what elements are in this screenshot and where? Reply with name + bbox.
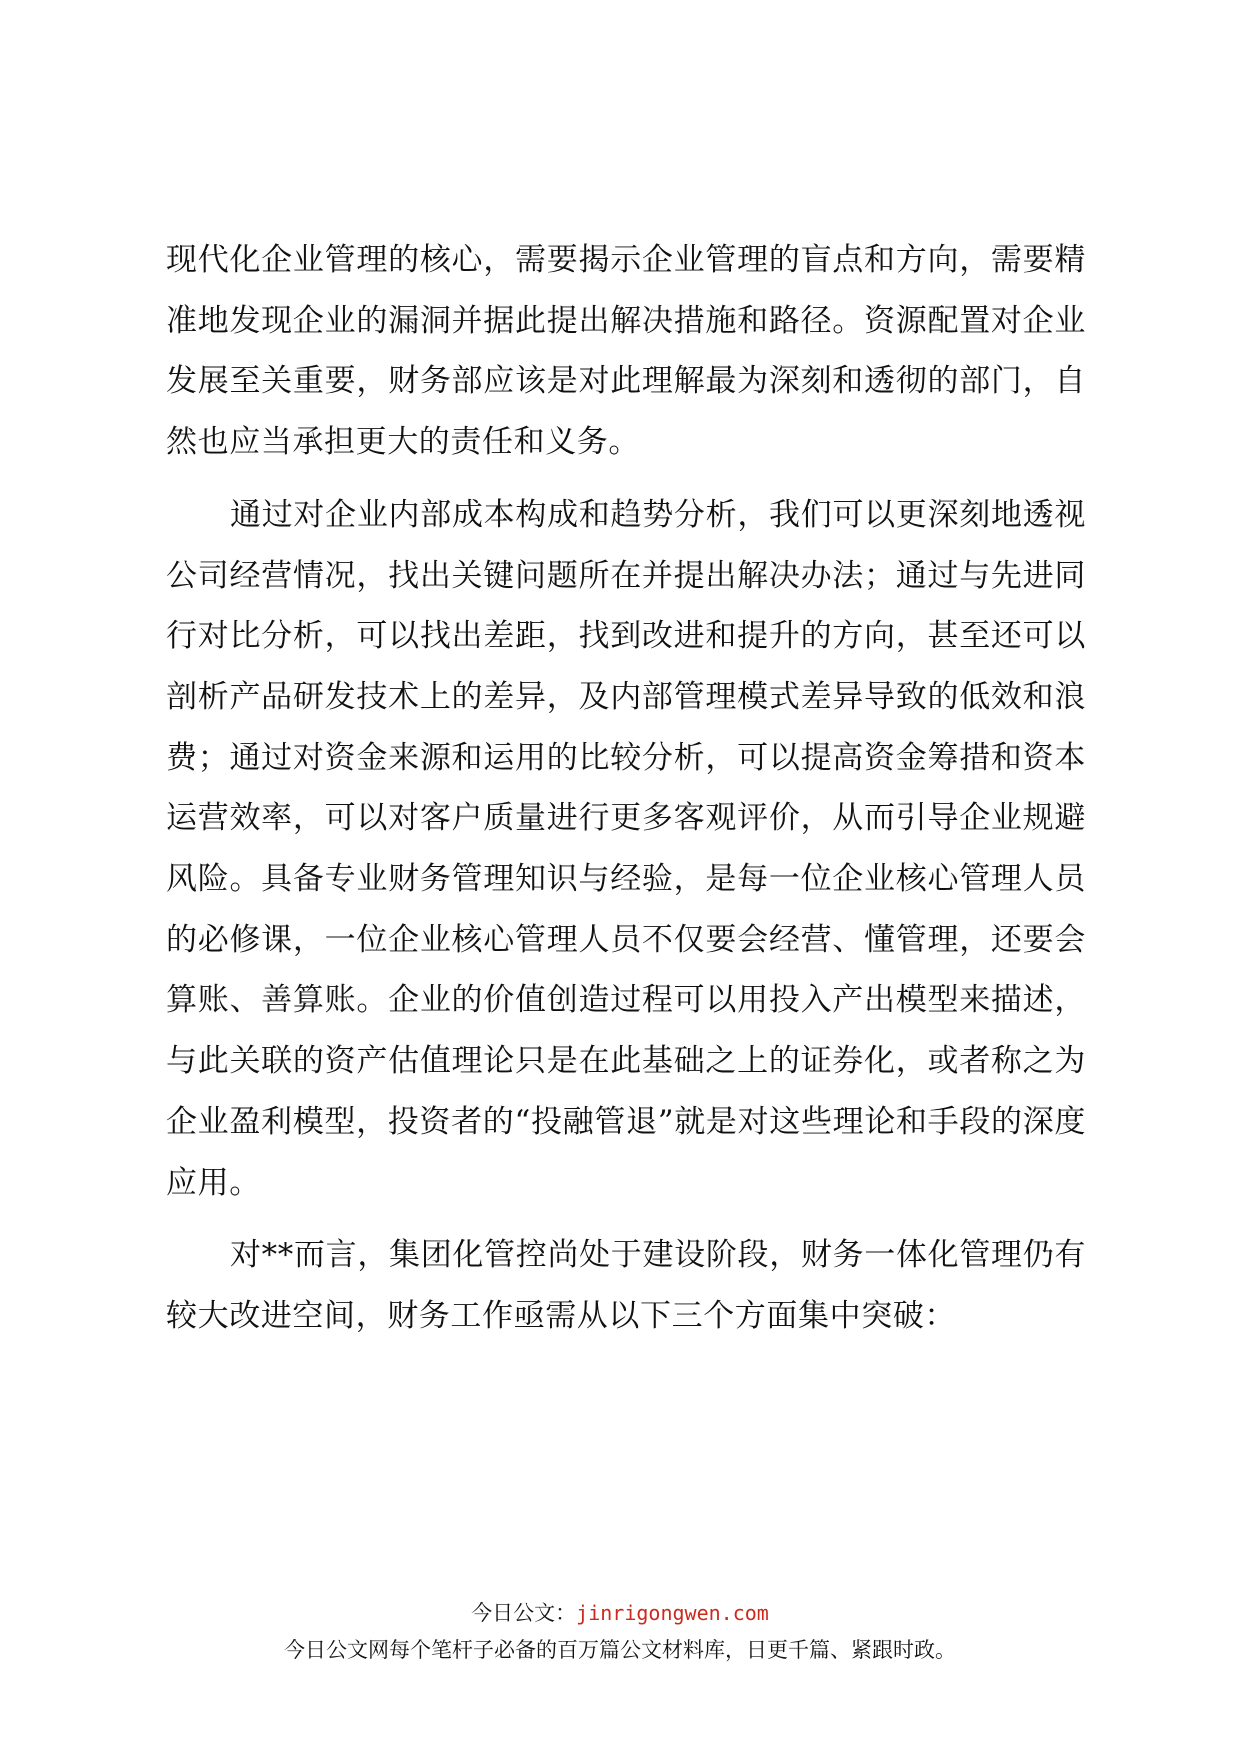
footer-site-url[interactable]: jinrigongwen.com <box>576 1601 769 1625</box>
footer-tagline: 今日公文网每个笔杆子必备的百万篇公文材料库，日更千篇、紧跟时政。 <box>284 1638 956 1662</box>
paragraph-cost-analysis: 通过对企业内部成本构成和趋势分析，我们可以更深刻地透视公司经营情况，找出关键问题所在并提出解决办法；通过与先进同行对比分析，可以找出差距，找到改进和提升的方向，甚至还可以剖析产品研发技术上的差异，及内部管理模式差异导致的低效和浪费；通过对资金来源和运用的比较分析，可以提高资金筹措和资本运营效率，可以对客户质量进行更多客观评价，从而引导企业规避风险。具备专业财务管理知识与经验，是每一位企业核心管理人员的必修课，一位企业核心管理人员不仅要会经营、懂管理，还要会算账、善算账。企业的价值创造过程可以用投入产出模型来描述，与此关联的资产估值理论只是在此基础之上的证券化，或者称之为企业盈利模型，投资者的“投融管退”就是对这些理论和手段的深度应用。 <box>166 496 1086 1201</box>
page-footer <box>0 1598 1240 1666</box>
footer-site-line <box>0 1598 1240 1628</box>
footer-site-label: 今日公文： <box>471 1601 577 1625</box>
paragraph-continuation: 现代化企业管理的核心，需要揭示企业管理的盲点和方向，需要精准地发现企业的漏洞并据此提出解决措施和路径。资源配置对企业发展至关重要，财务部应该是对此理解最为深刻和透彻的部门，自然也应当承担更大的责任和义务。 <box>166 242 1086 461</box>
paragraph-three-breakthroughs: 对**而言，集团化管控尚处于建设阶段，财务一体化管理仍有较大改进空间，财务工作亟需从以下三个方面集中突破： <box>166 1237 1086 1334</box>
document-body <box>166 230 1086 1347</box>
